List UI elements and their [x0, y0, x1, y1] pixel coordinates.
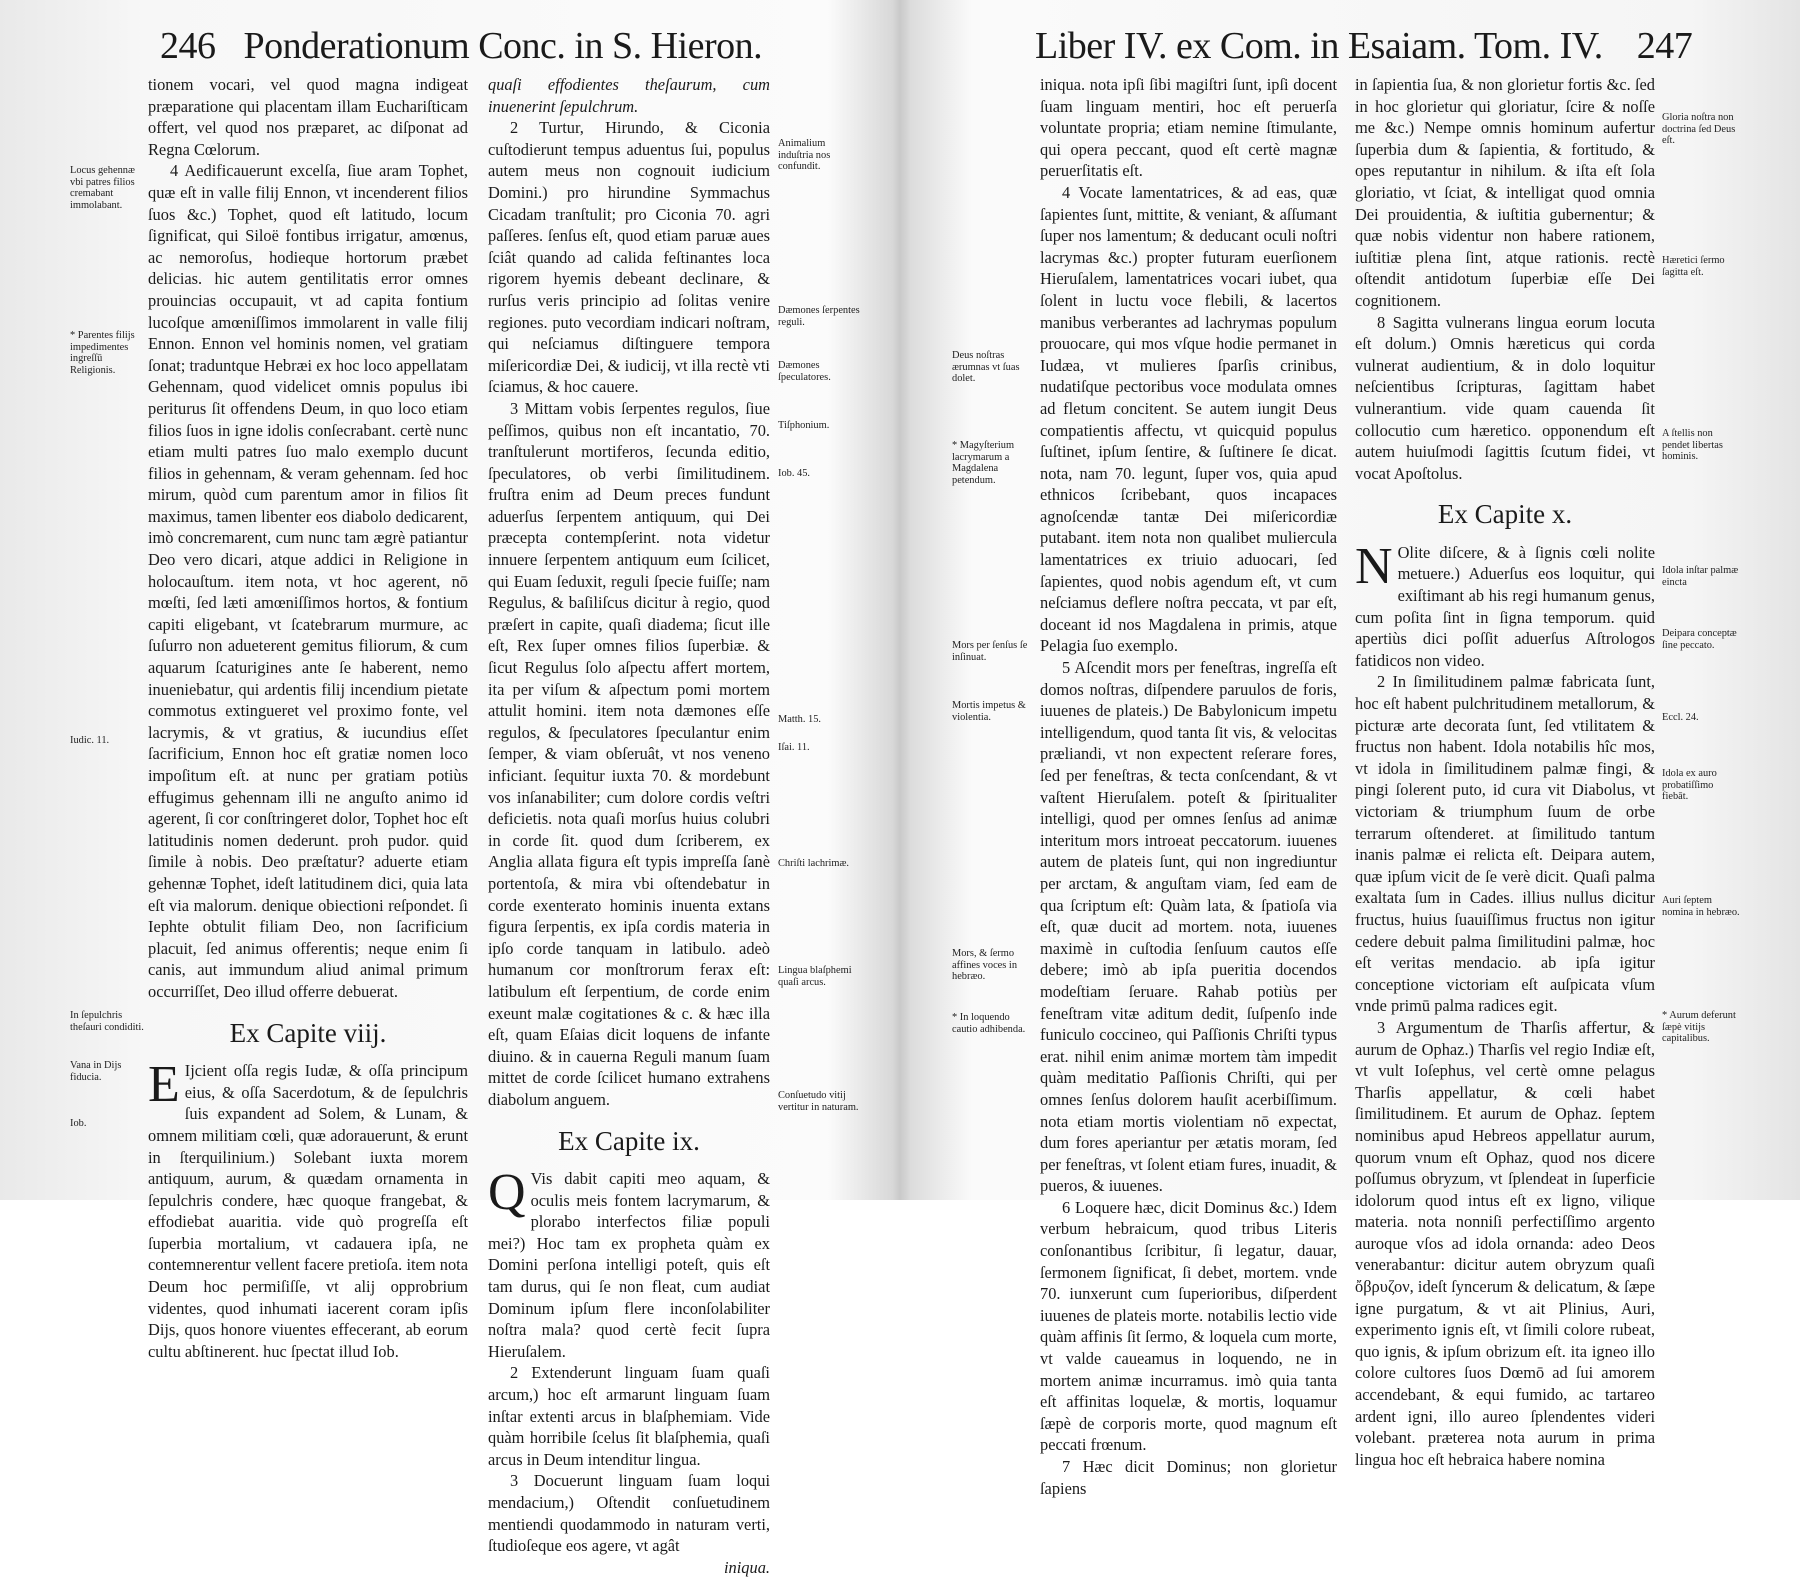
section-title: Ex Capite x.: [1437, 499, 1573, 530]
drop-cap: N: [1355, 537, 1393, 595]
section-title: Ex Capite ix.: [558, 1125, 700, 1156]
margin-note: * In loquendo cautio adhibenda.: [952, 1012, 1026, 1035]
paragraph: 7 Hæc dicit Dominus; non glorietur ſapiens: [1040, 1457, 1337, 1498]
paragraph: 2 Turtur, Hirundo, & Ciconia cuſtodierunt tempus aduentus ſui, populus autem meus non cognouit iudicium Domini.) pro hirundine Symmachus Cicadam tranſtulit; pro Ciconia 70. agri paſſeres. ſenſus eſt, quod etiam paruæ aues ſciât quando ad calida feſtinantes loca rigorem hyemis debeant declinare, & rurſus veris principio ad ſolitas venire regiones. puto vecordiam indicari noſtram, qui neſciamus diſtinguere tempora miſericordiæ Dei, & iudicij, vt illa rectè vti ſciamus, & hoc cauere.: [488, 118, 770, 397]
margin-note: Vana in Dijs fiducia.: [70, 1060, 122, 1083]
drop-cap: E: [148, 1056, 180, 1114]
paragraph: 2 In ſimilitudinem palmæ fabricata ſunt, hoc eſt habent pulchritudinem metallorum, & picturæ arte decorata ſunt, ſed vtilitatem & fructus non habent. Idola notabilis hîc mos, vt idola in ſimilitudinem palmæ fingi, & pingi ſolerent puto, id cura vit Diabolus, vt victoriam & triumphum ſuum de orbe terrarum oſtenderet. at ſimilitudo tantum inanis palmæ ei relicta eſt. Deipara autem, quæ ipſum vicit de ſe verè dicit. Quaſi palma exaltata ſum in Cades. illius nullus dicitur fructus, huius ſuauiſſimus fructus non igitur cedere debuit palma ſimilitudini palmæ, hoc eſt veritas mendacio. ab ipſa igitur conceptione victoriam eſt auſpicata vſum vnde primū palma radices egit.: [1355, 672, 1655, 1016]
paragraph: in ſapientia ſua, & non glorietur fortis &c. ſed in hoc glorietur qui gloriatur, ſcire & noſſe me &c.) Nempe omnis hominum aufertur ſuperbia dum & ſapientia, & fortitudo, & opes reputantur in nihilum. & iſta eſt ſola gloriatio, vt ſciat, & intelligat quod omnia Dei prouidentia, & iuſtitia gubernentur; & quæ nobis videntur non habere rationem, iuſtitiæ plena ſint, atque rationis. rectè oſtendit antidotum ſuperbiæ eſſe Dei cognitionem.: [1355, 75, 1655, 310]
margin-note: Gloria noſtra non doctrina ſed Deus eſt.: [1662, 112, 1736, 146]
left-page: [0, 0, 900, 1577]
right-page: [900, 0, 1800, 1498]
margin-note: Animalium induſtria nos confundit.: [778, 138, 831, 172]
left-running-title: Ponderationum Conc. in S. Hieron.: [243, 25, 763, 67]
right-running-title: Liber IV. ex Com. in Esaiam. Tom. IV.: [1035, 25, 1603, 67]
margin-note: Iudic. 11.: [70, 735, 110, 746]
paragraph: 8 Sagitta vulnerans lingua eorum locuta eſt dolum.) Omnis hæreticus qui corda vulnerat audientium, & in dolo loquitur neſcientibus ſcripturas, ſagittam habet vulnerantium. vide quam cauenda ſit collocutio cum hæretico. opponendum eſt autem huiuſmodi ſagittis ſcutum fidei, vt vocat Apoſtolus.: [1355, 312, 1655, 483]
section-paragraph: [488, 1164, 770, 1362]
margin-note: In ſepulchris theſauri condiditi.: [70, 1010, 144, 1033]
paragraph: tionem vocari, vel quod magna indigeat præparatione qui placentam illam Euchariſticam offert, vel quod nos præparet, ac diſponat ad Regna Cœlorum.: [148, 75, 468, 159]
paragraph: iniqua. nota ipſi ſibi magiſtri ſunt, ipſi docent ſuam linguam mentiri, hoc eſt peruerſa voluntate propria; etiam nemine ſtimulante, qui opera peccant, quod eſt certè magnæ peruerſitatis eſt.: [1040, 75, 1337, 181]
margin-note: Iob. 45.: [778, 468, 811, 479]
paragraph: 3 Mittam vobis ſerpentes regulos, ſiue peſſimos, quibus non eſt incantatio, 70. tranſtulerunt mortiferos, ſecunda editio, ſpeculatores, ob verbi ſimilitudinem. fruſtra enim ad Deum preces fundunt aduerſus ſerpentem antiquum, qui Dei præcepta contempſerint. nota videtur innuere ſerpentem antiquum eum ſcilicet, qui Euam ſeduxit, reguli ſpecie fuiſſe; nam Regulus, & baſiliſcus dicitur à regio, quod præſert in capite, quaſi diadema; ſicut ille eſt, Rex ſuper omnes filios ſuperbiæ. & ſicut Regulus ſolo aſpectu affert mortem, ita per viſum & aſpectum pomi mortem attulit homini. item nota dæmones eſſe regulos, & ſpeculatores ſpeculantur enim ſemper, & viam obſeruât, vt nos veneno inficiant. ſequitur iuxta 70. & mordebunt vos inſanabiliter; cum dolore cordis veſtri deficietis. nota quaſi morſus huius colubri in corde ſit. quod dum ſcriberem, ex Anglia allata figura eſt typis impreſſa ſanè portentoſa, & mira vbi oſtendebatur in corde exenterato hominis inuenta extans figura ſerpentis, ex ipſa cordis materia in ipſo corde tanquam in latibulo. adeò humanum cor monſtrorum ferax eſt: latibulum eſt ſerpentium, de corde enim exeunt malæ cogitationes & c. & hæc illa eſt, quam Eſaias dicit loquens de infante diuino. & in cauerna Reguli manum ſuam mittet de corde ſcilicet humano extrahens diabolum anguem.: [488, 398, 770, 1109]
margin-note: Deus noſtras ærumnas vt ſuas dolet.: [952, 350, 1020, 384]
paragraph: quaſi effodientes theſaurum, cum inuenerint ſepulchrum.: [488, 75, 770, 116]
paragraph: 4 Vocate lamentatrices, & ad eas, quæ ſapientes ſunt, mittite, & veniant, & aſſumant ſuper nos lamentum; & deducant oculi noſtri lacrymas &c.) propter futuram euerſionem Hieruſalem, lamentatrices vocari iubet, qua ſolent in luctu voce flebili, & lacertos manibus verberantes ad lachrymas populum prouocare, qui mos vſque hodie permanet in Iudæa, vt mulieres ſparſis crinibus, nudatiſque pectoribus voce modulata omnes ad fletum concitent. Se autem iungit Deus compatientis affectu, vt quicquid populus ſuſtinet, ipſum ſentire, & ſuſtinere ſe dicat. nota, nam 70. legunt, ſuper vos, quia apud ethnicos ſcribebant, quos incapaces agnoſcendæ tantæ Dei miſericordiæ putabant. item nota non qualibet muliercula lamentatrices ex triuio aduocari, ſed ſapientes, quod nobis agendum eſt, vt cum neſciamus deflere noſtra peccata, vt par eſt, doceant id nos Magdalena in primis, atque Pelagia ſuo exemplo.: [1040, 182, 1337, 656]
paragraph: 3 Docuerunt linguam ſuam loqui mendacium,) Oſtendit conſuetudinem mentiendi quodammodo in naturam verti, ſtudioſeque eos agere, vt agât: [488, 1471, 770, 1556]
left-page-number: 246: [160, 25, 216, 67]
margin-note: Conſuetudo vitij vertitur in naturam.: [778, 1090, 859, 1113]
paragraph: 5 Aſcendit mors per feneſtras, ingreſſa eſt domos noſtras, diſpendere paruulos de foris, iuuenes de plateis.) De Babylonicum impetu intelligendum, quod tanta ſit vis, & velocitas præliandi, vt non expectent reſerare fores, ſed per feneſtras, & tecta conſcendant, & vt vaſtent Hieruſalem. poteſt & ſpiritualiter intelligi, quod per omnes ſenſus ad animæ interitum mors introeat peccatorum. iuuenes autem de plateis ſunt, qui non ingrediuntur per arctam, & anguſtam viam, ſed eam de qua ſcriptum eſt: Quàm lata, & ſpatioſa via eſt, quæ ducit ad mortem. nota, iuuenes maximè in cuſtodia ſenſuum cautos eſſe debere; imò ab ipſa pueritia docendos modeſtiam ſeruare. Rahab potiùs per feneſtram vitæ aditum dedit, ſuſpenſo inde funiculo coccineo, qui Paſſionis Chriſti typus erat. nihil enim animæ mortem tàm impedit quàm meditatio Paſſionis Chriſti, qui per omnes ſenſus dolorem hauſit acerbiſſimum. nota etiam mortis violentiam nō expectat, dum fores aperiantur per ætatis moram, ſed per feneſtras, vt ſolent etiam fures, inuadit, & pueros, & iuuenes.: [1040, 658, 1337, 1196]
paragraph: 6 Loquere hæc, dicit Dominus &c.) Idem verbum hebraicum, quod tribus Literis conſonantibus ſcribitur, ſi legatur, dauar, ſermonem ſignificat, ſi debet, mortem. vnde 70. iunxerunt cum ſuperioribus, diſperdent iuuenes de plateis morte. notabilis lectio vide quàm affinis ſit ſermo, & loquela cum morte, vt valde caueamus in loquendo, ne in mortem animæ incurramus. imò quia tanta eſt affinitas loquelæ, & mortis, loquamur ſæpè de corporis morte, quod magnum eſt peccati frœnum.: [1040, 1197, 1337, 1455]
margin-note: A ſtellis non pendet libertas hominis.: [1662, 428, 1723, 462]
margin-note: Idola ex auro probatiſſimo fiebāt.: [1662, 768, 1717, 802]
margin-note: Iſai. 11.: [778, 742, 810, 753]
left-column-2: [488, 74, 770, 1577]
drop-cap: Q: [488, 1164, 526, 1222]
margin-note: Deipara conceptæ ſine peccato.: [1662, 628, 1737, 651]
margin-note: Idola inſtar palmæ eincta: [1662, 565, 1739, 588]
section-paragraph: [1355, 537, 1655, 672]
paragraph: 4 Aedificauerunt excelſa, ſiue aram Tophet, quæ eſt in valle filij Ennon, vt incenderent filios ſuos &c.) Tophet, quod eſt latitudo, locum ſignificat, qui Siloë fontibus irrigatur, amœnus, ac nemoroſus, hodieque hortorum præbet delicias. hic autem gentilitatis error omnes prouincias occupauit, vt ad capita fontium lucoſque amœniſſimos immolarent in valle filij Ennon. Ennon vel hominis nomen, vel gratiam ſonat; traduntque Hebræi ex hoc loco appellatam Gehennam, quod videlicet omnis populus ibi periturus ſit offendens Deum, in quo loco etiam filios ſuos in igne idolis conſecrabant. certè nunc etiam multi patres ſuo malo exemplo ducunt filios in gehennam, & veram gehennam. ſed hoc mirum, quòd cum parentum amor in filios ſit maximus, tamen libenter eos diabolo dedicarent, imò concremarent, cum nunc tam ægrè patiantur Deo vero dicari, atque addici in Religione in holocauſtum. item nota, vt hoc agerent, nō mœſti, ſed læti amœniſſimos hortos, & fontium capiti eligebant, vt ſcatebrarum murmure, ac ſuſurro non adueterent gemitus filiorum, & cum aquarum ſcaturigines ante ſe haberent, nemo inueniebatur, qui ardentis filij incendium pietate commotus extingueret vel proximo fonte, vel lacrymis, & vt gratius, & iucundius eſſet ſacrificium, Ennon hoc eſt gratiæ nomen loco impoſitum eſt. at nunc per gratiam potiùs effugimus gehennam illi ne anguſto animo id agerent, ſi cor conſtringeret dolor, Tophet hoc eſt latitudinis nomen dederunt. proh pudor. quid ſimile à nobis. Deo præſtatur? aduerte etiam gehennæ Tophet, ideſt latitudinem dici, quia lata eſt via malorum. denique obiectioni reſpondet. ſi Iephte obtulit filiam Deo, non ſacrificium placuit, ſed animus offerentis; neque enim ſi canis, aut immundum aliud animal primum occurriſſet, Deo illud offerre debuerat.: [148, 161, 468, 1001]
margin-note: Mors per ſenſus ſe inſinuat.: [952, 640, 1028, 663]
section-text: Olite diſcere, & à ſignis cœli nolite metuere.) Aduerſus eos loquitur, qui exiſtimant ab his regi humanum genus, cum poſita ſint in ſigna temporum. quid apertiùs dici poſſit aduerſus Aſtrologos fatidicos non video.: [1355, 542, 1655, 670]
margin-note: Mors, & ſermo affines voces in hebræo.: [952, 948, 1018, 982]
paragraph: 2 Extenderunt linguam ſuam quaſi arcum,) hoc eſt armarunt linguam ſuam inſtar extenti arcus in blaſphemiam. Vide quàm horribile ſcelus ſit blaſphemia, quaſi arcus in Deum intenditur lingua.: [488, 1363, 770, 1469]
left-column-1: [148, 74, 468, 1361]
right-column-1: [1040, 74, 1337, 1498]
margin-note: Lingua blaſphemi quaſi arcus.: [778, 965, 852, 988]
paragraph: 3 Argumentum de Tharſis affertur, & aurum de Ophaz.) Tharſis vel regio Indiæ eſt, vt vult Ioſephus, vel certè omne pelagus Tharſis appellatur, & cœli habet ſimilitudinem. Et aurum de Ophaz. ſeptem nominibus apud Hebreos appellatur aurum, quorum vnum eſt Ophaz, quod nos dicere poſſumus obryzum, vt ſplendeat in ſuperficie idolorum quod intus eſt ex ligno, vilique materia. nota nonniſi perfectiſſimo argento auroque vſos ad idola ornanda: adeo Deos venerabantur: dicitur autem obryzum quaſi ὄβρυζον, ideſt ſyncerum & delicatum, & ſæpe igne purgatum, & vt ait Plinius, Auri, experimento ignis eſt, vt ſimili colore rubeat, quo ignis, & ipſum obrizum eſt. ita igneo illo colore cultores ſuos Dœmō ad ſui amorem accendebant, & equi fumido, ac tartareo ardent igni, illo aureo ſplendentes videri volebant. præterea nota aurum in prima lingua hoc eſt hebraica habere nomina: [1355, 1017, 1655, 1469]
right-column-2: [1355, 74, 1655, 1469]
margin-note: Dæmones ſpeculatores.: [778, 360, 831, 383]
margin-note: * Aurum deferunt ſæpè vitijs capitalibus.: [1662, 1010, 1736, 1044]
section-paragraph: [148, 1056, 468, 1362]
margin-note: Chriſti lachrimæ.: [778, 858, 849, 869]
margin-note: Eccl. 24.: [1662, 712, 1699, 723]
margin-note: Locus gehennæ vbi patres filios cremabant immolabant.: [70, 165, 135, 211]
margin-note: Auri ſeptem nomina in hebræo.: [1662, 895, 1740, 918]
left-running-head: [160, 24, 762, 68]
margin-note: Matth. 15.: [778, 714, 822, 725]
margin-note: Mortis impetus & violentia.: [952, 700, 1026, 723]
catchword: iniqua.: [724, 1557, 770, 1577]
right-page-number: 247: [1636, 25, 1693, 67]
margin-note: Iob.: [70, 1118, 87, 1129]
margin-note: * Parentes filijs impedimentes ingreſſū Religionis.: [70, 330, 135, 376]
right-running-head: [1035, 24, 1692, 68]
margin-note: * Magyſterium lacrymarum a Magdalena petendum.: [952, 440, 1015, 486]
margin-note: Dæmones ſerpentes reguli.: [778, 305, 860, 328]
margin-note: Hæretici ſermo ſagitta eſt.: [1662, 255, 1725, 278]
section-text: Ijcient oſſa regis Iudæ, & oſſa principum eius, & oſſa Sacerdotum, & de ſepulchris ſuis expandent ad Solem, & Lunam, & omnem militiam cœli, quæ adorauerunt, & erunt in ſterquilinium.) Solebant iuxta morem antiquum, aurum, & quædam ornamenta in ſepulchris condere, hæc quoque frangebat, & effodiebat auaritia. vide quò progreſſa eſt ſuperbia mortalium, vt cadauera ipſa, ne contemnerentur vellent facere pretioſa. item nota Deum hoc permiſiſſe, vt alij opprobrium videntes, quod inhumati iacerent coram ipſis Dijs, quos honore viuentes effecerant, ab eorum cultu abſtinerent. huc ſpectat illud Iob.: [148, 1061, 468, 1361]
section-text: Vis dabit capiti meo aquam, & oculis meis fontem lacrymarum, & plorabo interfectos filiæ populi mei?) Hoc tam ex propheta quàm ex Domini perſona intelligi poteſt, quis eſt tam durus, qui ſe non fleat, cum audiat Dominum ipſum flere inconſolabiliter noſtra mala? quod certè fecit ſupra Hieruſalem.: [488, 1169, 770, 1361]
margin-note: Tiſphonium.: [778, 420, 830, 431]
section-title: Ex Capite viij.: [229, 1017, 387, 1048]
